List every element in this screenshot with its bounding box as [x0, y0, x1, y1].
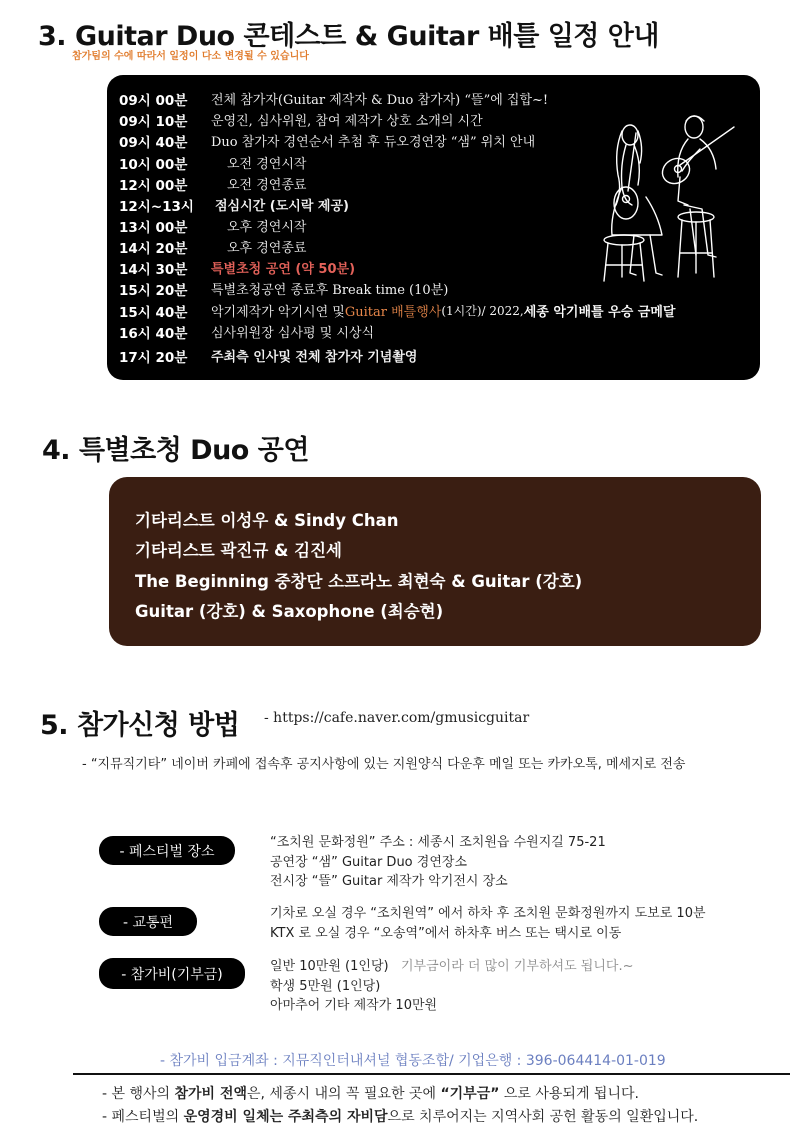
venue-exhibition: 전시장 “뜰” Guitar 제작가 악기전시 장소 [270, 874, 508, 889]
application-instructions: - “지뮤직기타” 네이버 카페에 접속후 공지사항에 있는 지원양식 다운후 메일 또는 카카오톡, 메세지로 전송 [82, 757, 686, 772]
schedule-time: 12시 00분 [119, 177, 188, 194]
footer-text: 은, 세종시 내의 꼭 필요한 곳에 [247, 1086, 441, 1102]
footer-text: - 본 행사의 [102, 1086, 175, 1102]
footer-text: 으로 사용되게 됩니다. [499, 1086, 639, 1102]
footer-bold: 참가비 전액 [174, 1086, 247, 1102]
fee-label: - 참가비(기부금) [99, 958, 245, 989]
schedule-row [119, 152, 306, 173]
schedule-row [119, 278, 448, 299]
transport-train: 기차로 오실 경우 “조치원역” 에서 하차 후 조치원 문화정원까지 도보로 10분 [270, 906, 706, 921]
schedule-change-note: 참가팀의 수에 따라서 일정이 다소 변경될 수 있습니다 [72, 51, 309, 62]
schedule-desc: 심사위원장 심사평 및 시상식 [211, 326, 375, 341]
special-guest-panel [109, 477, 761, 646]
footer-text: 으로 치루어지는 지역사회 공헌 활동의 일환입니다. [387, 1109, 699, 1125]
section3-title: 3. Guitar Duo 콘테스트 & Guitar 배틀 일정 안내 [38, 21, 659, 52]
schedule-desc: 오전 경연시작 [227, 157, 307, 172]
footer-line-2 [102, 1106, 698, 1126]
schedule-time: 16시 40분 [119, 325, 188, 342]
cafe-url-link[interactable]: - https://cafe.naver.com/gmusicguitar [264, 710, 530, 726]
performer-item: 기타리스트 곽진규 & 김진세 [135, 541, 342, 560]
fee-info [270, 957, 633, 1016]
footer-line-1 [102, 1083, 639, 1103]
footer-text: - 페스티벌의 [102, 1109, 184, 1125]
schedule-time: 15시 40분 [119, 304, 188, 321]
schedule-row [119, 215, 306, 236]
schedule-desc: 전체 참가자(Guitar 제작자 & Duo 참가자) “뜰”에 집합~! [211, 93, 549, 108]
schedule-time: 09시 40분 [119, 134, 188, 151]
venue-info [270, 833, 606, 892]
performer-item: Guitar (강호) & Saxophone (최승현) [135, 602, 444, 621]
schedule-desc: 오전 경연종료 [227, 178, 307, 193]
schedule-time: 12시~13시 [119, 198, 194, 215]
schedule-row [119, 321, 374, 342]
schedule-desc: 특별초청 공연 (약 50분) [211, 262, 356, 277]
performer-item: The Beginning 중창단 소프라노 최현숙 & Guitar (강호) [135, 572, 583, 591]
schedule-desc: 특별초청공연 종료후 Break time (10분) [211, 283, 449, 298]
schedule-desc: 주최측 인사및 전체 참가자 기념촬영 [211, 350, 418, 365]
guitar-duo-illustration [592, 105, 742, 285]
schedule-desc-part: 악기제작가 악기시연 및 [211, 305, 345, 320]
venue-label: - 페스티벌 장소 [99, 836, 235, 865]
schedule-time: 15시 20분 [119, 282, 188, 299]
transport-label: - 교통편 [99, 907, 197, 936]
schedule-row [119, 236, 306, 257]
fee-amateur-maker: 아마추어 기타 제작가 10만원 [270, 998, 438, 1013]
schedule-row [119, 109, 483, 130]
schedule-time: 09시 00분 [119, 92, 188, 109]
schedule-time: 10시 00분 [119, 156, 188, 173]
schedule-time: 17시 20분 [119, 349, 188, 366]
schedule-row [119, 257, 355, 278]
section5-title: 5. 참가신청 방법 [40, 710, 240, 741]
venue-address: “조치원 문화정원” 주소 : 세종시 조치원읍 수원지길 75-21 [270, 835, 606, 850]
footer-bold: 운영경비 일체는 주최측의 자비담 [183, 1109, 388, 1125]
section4-title: 4. 특별초청 Duo 공연 [42, 435, 309, 466]
schedule-row [119, 130, 535, 151]
schedule-row [119, 88, 548, 109]
footer-bold: “기부금” [440, 1086, 500, 1102]
schedule-time: 14시 30분 [119, 261, 188, 278]
schedule-desc-part: (1시간)/ 2022, [441, 304, 524, 318]
schedule-panel [107, 75, 760, 380]
schedule-row [119, 194, 349, 215]
gold-medal-text: 세종 악기배틀 우승 금메달 [523, 305, 676, 320]
schedule-desc: Duo 참가자 경연순서 추첨 후 듀오경연장 “샘” 위치 안내 [211, 135, 536, 150]
schedule-desc: 점심시간 (도시락 제공) [215, 199, 349, 214]
schedule-row [119, 300, 675, 321]
venue-stage: 공연장 “샘” Guitar Duo 경연장소 [270, 854, 467, 870]
schedule-time: 09시 10분 [119, 113, 188, 130]
fee-general: 일반 10만원 (1인당) [270, 959, 389, 974]
schedule-desc: 오후 경연시작 [227, 220, 307, 235]
schedule-time: 13시 00분 [119, 219, 188, 236]
transport-ktx: KTX 로 오실 경우 “오송역”에서 하차후 버스 또는 택시로 이동 [270, 925, 622, 941]
schedule-desc: 오후 경연종료 [227, 241, 307, 256]
fee-student: 학생 5만원 (1인당) [270, 978, 381, 994]
schedule-desc: 운영진, 심사위원, 참여 제작가 상호 소개의 시간 [211, 114, 483, 129]
bank-account: - 참가비 입금계좌 : 지뮤직인터내셔널 협동조합/ 기업은행 : 396-064414-01-019 [160, 1053, 666, 1069]
guitar-battle-text: Guitar 배틀행사 [344, 305, 442, 320]
performer-item: 기타리스트 이성우 & Sindy Chan [135, 511, 399, 530]
schedule-time: 14시 20분 [119, 240, 188, 257]
schedule-row [119, 345, 417, 366]
transport-info [270, 904, 706, 943]
fee-donation-note: 기부금이라 더 많이 기부하셔도 됩니다.~ [400, 959, 634, 974]
footer-divider [73, 1073, 790, 1075]
schedule-row [119, 173, 306, 194]
